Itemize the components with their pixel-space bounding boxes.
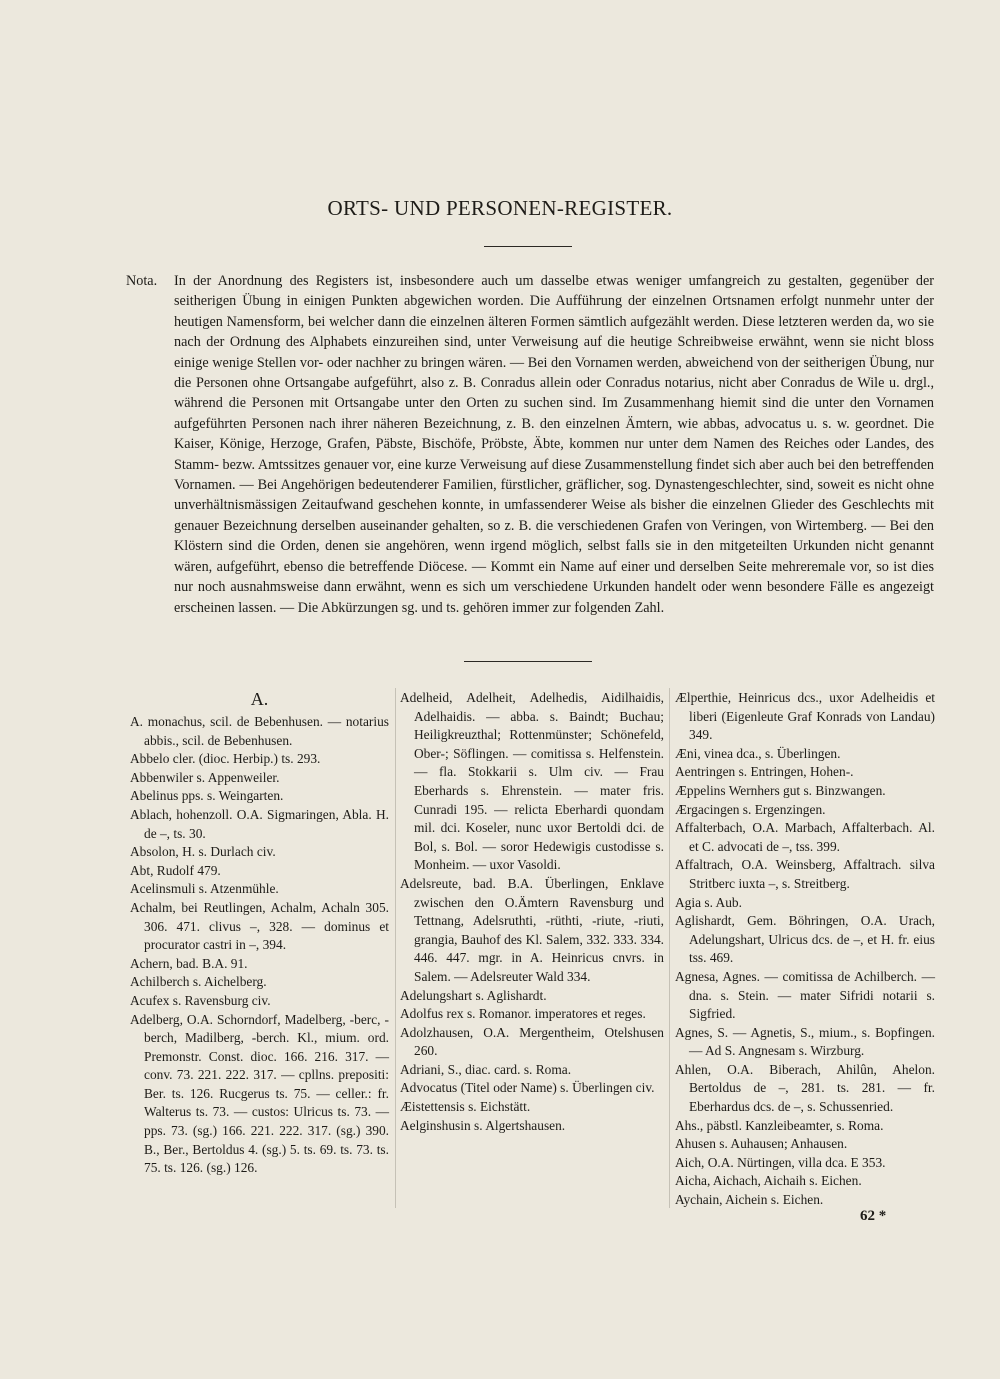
register-entry: Achilberch s. Aichelberg. — [130, 974, 267, 990]
register-entry: Agnesa, Agnes. — comitissa de Achilberch. — dna. s. Stein. — mater Sifridi notarii s. Sigfried. — [675, 968, 935, 1022]
register-entry: Advocatus (Titel oder Name) s. Überlingen civ. — [400, 1080, 655, 1096]
register-entry: Affaltrach, O.A. Weinsberg, Affaltrach. silva Stritberc iuxta –, s. Streitberg. — [675, 857, 935, 891]
register-entry: Acufex s. Ravensburg civ. — [130, 992, 271, 1008]
section-letter: A. — [250, 689, 269, 709]
column-separator — [669, 688, 670, 1208]
register-entry: Adelungshart s. Aglishardt. — [400, 987, 547, 1003]
register-entry: Ahs., päbstl. Kanzleibeamter, s. Roma. — [675, 1117, 884, 1133]
register-entry: Ærgacingen s. Ergenzingen. — [675, 801, 826, 817]
register-entry: Adelsreute, bad. B.A. Überlingen, Enklave zwischen den O.Ämtern Ravensburg und Tettnang, Adelsruthti, -rüthti, -riute, -riuti, grangia, Bauhof des Kl. Salem, 332. 333. 334. 446. 447. mgr. in A. Heinricus cnvrs. in Salem. — Adelsreuter Wald 334. — [400, 875, 664, 984]
register-column-2 — [400, 689, 664, 1135]
register-entry: Adelberg, O.A. Schorndorf, Madelberg, -berc, -berch, Madilberg, -berch. Kl., mium. ord. Premonstr. Const. dioc. 166. 216. 317. — conv. 73. 221. 222. 317. — cpllns. prepositi: Ber. ts. 126. Rucgerus ts. 75. — celler.: fr. Walterus ts. 73. — custos: Ulricus ts. 73. — pps. 73. (sg.) 166. 221. 222. 317. (sg.) 390. B., Ber., Bertoldus 4. (sg.) 5. ts. 69. ts. 73. ts. 75. ts. 126. (sg.) 126. — [130, 1011, 389, 1176]
register-entry: Adolzhausen, O.A. Mergentheim, Otelshusen 260. — [400, 1024, 664, 1059]
register-entry: Ahusen s. Auhausen; Anhausen. — [675, 1136, 848, 1152]
nota-label: Nota. — [126, 273, 158, 289]
register-entry: Affalterbach, O.A. Marbach, Affalterbach. Al. et C. advocati de –, tss. 399. — [675, 820, 935, 854]
register-column-3 — [675, 689, 935, 1210]
register-entry: Aglishardt, Gem. Böhringen, O.A. Urach, Adelungshart, Ulricus dcs. de –, et H. fr. eius tss. 469. — [675, 913, 935, 966]
register-entry: Abelinus pps. s. Weingarten. — [130, 788, 284, 804]
register-entry: Abbelo cler. (dioc. Herbip.) ts. 293. — [130, 751, 321, 767]
register-entry: Agnes, S. — Agnetis, S., mium., s. Bopfingen. — Ad S. Angnesam s. Wirzburg. — [675, 1024, 935, 1059]
page-number: 62 * — [860, 1208, 887, 1224]
section-divider — [464, 661, 592, 662]
register-entry: Agia s. Aub. — [675, 894, 742, 910]
register-entry: Achalm, bei Reutlingen, Achalm, Achaln 305. 306. 471. clivus –, 328. — dominus et procurator castri in –, 394. — [130, 899, 389, 953]
register-column-1 — [130, 688, 389, 1178]
nota-paragraph — [128, 271, 934, 618]
column-separator — [395, 688, 396, 1208]
register-entry: A. monachus, scil. de Bebenhusen. — notarius abbis., scil. de Bebenhusen. — [130, 714, 389, 748]
register-entry: Adriani, S., diac. card. s. Roma. — [400, 1061, 572, 1077]
register-entry: Æistettensis s. Eichstätt. — [400, 1099, 531, 1115]
register-entry: Abt, Rudolf 479. — [130, 862, 221, 878]
page-title: ORTS- UND PERSONEN-REGISTER. — [327, 196, 673, 220]
register-entry: Æppelins Wernhers gut s. Binzwangen. — [675, 782, 886, 798]
register-entry: Aelginshusin s. Algertshausen. — [400, 1117, 566, 1133]
register-entry: Adelheid, Adelheit, Adelhedis, Aidilhaidis, Adelhaidis. — abba. s. Baindt; Buchau; Heiligkreuzthal; Rottenmünster; Schönefeld, Ober-; Söflingen. — comitissa s. Helfenstein. — fla. Stokkarii s. Ulm civ. — Frau Eberhards s. Ehrenstein. — mater fris. Cunradi 195. — relicta Eberhardi quondam mil. dci. Koseler, nunc uxor Bertoldi dci. de Bol, s. Bol. — soror Hedewigis custodisse s. Monheim. — uxor Vasoldi. — [400, 690, 664, 873]
register-entry: Ahlen, O.A. Biberach, Ahilûn, Ahelon. Bertoldus de –, 281. ts. 281. — fr. Eberhardus dcs. de –, s. Schussenried. — [675, 1061, 935, 1115]
title-divider — [484, 246, 572, 247]
register-entry: Ablach, hohenzoll. O.A. Sigmaringen, Abla. H. de –, ts. 30. — [130, 806, 389, 841]
register-entry: Acelinsmuli s. Atzenmühle. — [130, 881, 279, 897]
register-entry: Absolon, H. s. Durlach civ. — [130, 844, 276, 860]
register-entry: Ælperthie, Heinricus dcs., uxor Adelheidis et liberi (Eigenleute Graf Konrads von Landau) 349. — [675, 690, 935, 743]
register-entry: Aentringen s. Entringen, Hohen-. — [675, 764, 854, 780]
register-entry: Aicha, Aichach, Aichaih s. Eichen. — [675, 1173, 862, 1189]
nota-text: In der Anordnung des Registers ist, insbesondere auch um dasselbe etwas weniger umfangreich zu gestalten, gegenüber der seitherigen Übung in einigen Punkten abgewichen worden. Die Aufführung der einzelnen Ortsnamen erfolgt nunmehr unter der heutigen Namensform, bei welcher dann die einzelnen älteren Formen sämtlich aufgezählt werden. Diese letzteren werden da, wo sie nach der Ordnung des Alphabets einzureihen sind, unter Verweisung auf die heutige Schreibweise erwähnt, wenn sie nicht bloss einige wenige Stellen vor- oder nachher zu bringen wären. — Bei den Vornamen werden, abweichend von der seitherigen Übung, nur die Personen ohne Ortsangabe aufgeführt, also z. B. Conradus allein oder Conradus notarius, nicht aber Conradus de Wile u. drgl., während die Personen mit Ortsangabe unter den Orten zu suchen sind. Im Zusammenhang hiemit sind die unter den Vornamen aufgeführten Personen nach ihrer näheren Bezeichnung, z. B. den einzelnen Ämtern, wie abbas, advocatus u. s. w. geordnet. Die Kaiser, Könige, Herzoge, Grafen, Päbste, Bischöfe, Pröbste, Äbte, kommen nur unter dem Namen des Reiches oder Landes, des Stamm- bezw. Amtssitzes genauer vor, eine kurze Verweisung auf diese Zusammenstellung findet sich aber auch bei den betreffenden Vornamen. — Bei Angehörigen bedeutenderer Familien, fürstlicher, gräflicher, sog. Dynastengeschlechter, sind, soweit es nicht ohne unverhältnismässigen Zeitaufwand geschehen konnte, in umfassenderer Weise als bisher die einzelnen Glieder des Geschlechts mit genauer Bezeichnung derselben auseinander gehalten, so z. B. die verschiedenen Grafen von Veringen, von Wirtemberg. — Bei den Klöstern sind die Orden, denen sie angehören, wenn irgend möglich, selbst falls sie in den mitgeteilten Urkunden nicht genannt wären, aufgeführt, ebenso die betreffende Diöcese. — Kommt ein Name auf einer und derselben Seite mehreremale vor, so ist dies nur noch ausnahmsweise dann erwähnt, wenn es sich um verschiedene Urkunden handelt oder wenn besondere Fälle es angezeigt erscheinen lassen. — Die Abkürzungen sg. und ts. gehören immer zur folgenden Zahl. — [174, 273, 934, 616]
register-entry: Æni, vinea dca., s. Überlingen. — [675, 745, 841, 761]
register-entry: Aich, O.A. Nürtingen, villa dca. E 353. — [675, 1154, 886, 1170]
register-entry: Adolfus rex s. Romanor. imperatores et reges. — [400, 1006, 646, 1022]
register-entry: Abbenwiler s. Appenweiler. — [130, 769, 280, 785]
register-entry: Aychain, Aichein s. Eichen. — [675, 1192, 824, 1208]
register-entry: Achern, bad. B.A. 91. — [130, 955, 248, 971]
